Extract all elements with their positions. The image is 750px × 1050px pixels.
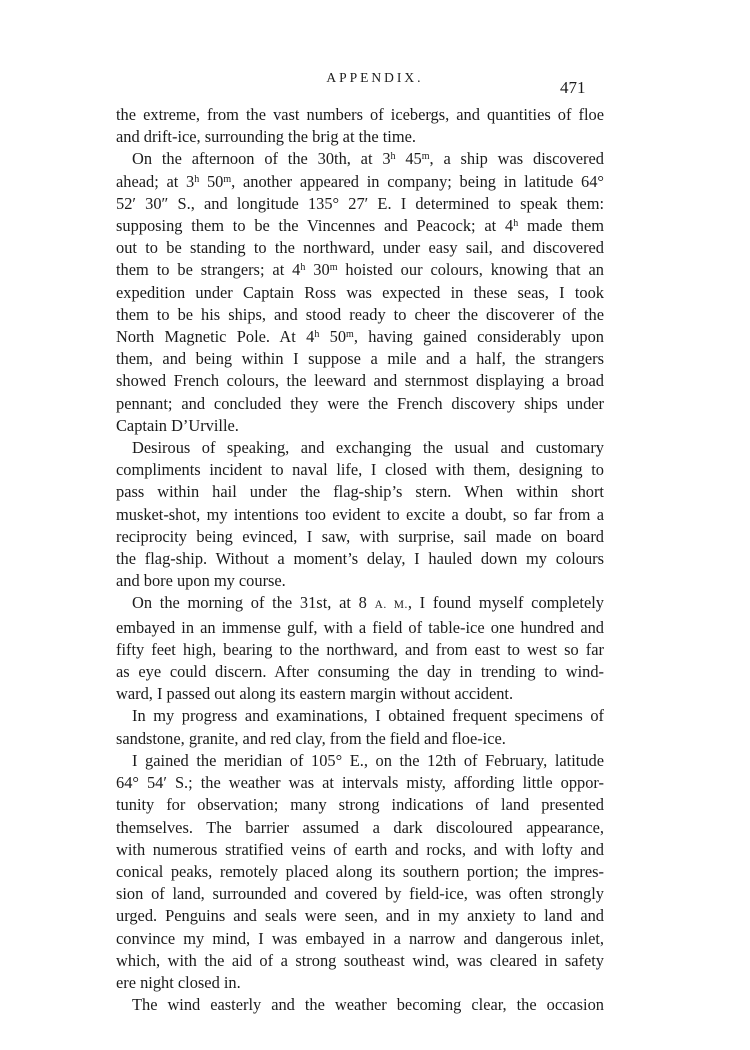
text-line: Captain D’Urville.	[116, 415, 239, 435]
text-line: embayed in an immense gulf, with a field of table-ice one hundred and	[116, 617, 604, 637]
text-line: the extreme, from the vast numbers of icebergs, and quantities of floe	[116, 105, 604, 124]
text-line: convince my mind, I was embayed in a narrow and dangerous inlet,	[116, 928, 604, 948]
text-line: and drift-ice, surrounding the brig at the time.	[116, 127, 416, 147]
text-line: conical peaks, remotely placed along its southern portion; the impres-	[116, 861, 604, 881]
body-text	[116, 104, 604, 1016]
text-line: the flag-ship. Without a moment’s delay, I hauled down my colours	[116, 549, 604, 569]
text-line: and bore upon my course.	[116, 571, 286, 591]
text-line: musket-shot, my intentions too evident to excite a doubt, so far from a	[116, 504, 604, 524]
text-line: pass within hail under the flag-ship’s stern. When within short	[116, 482, 604, 502]
text-line: them to be strangers; at 4$^h$ 30$^m$ hoisted our colours, knowing that an	[116, 260, 604, 280]
text-line: I gained the meridian of 105° E., on the 12th of February, latitude	[132, 750, 604, 770]
text-line: compliments incident to naval life, I closed with them, designing to	[116, 460, 604, 480]
text-line: supposing them to be the Vincennes and Peacock; at 4$^h$ made them	[116, 216, 604, 236]
paragraph-1	[116, 104, 604, 148]
paragraph-4	[116, 592, 604, 705]
text-line: them, and being within I suppose a mile and a half, the strangers	[116, 349, 604, 369]
text-line: ward, I passed out along its eastern margin without accident.	[116, 684, 514, 704]
paragraph-3	[116, 437, 604, 592]
paragraph-7	[116, 994, 604, 1016]
text-line: themselves. The barrier assumed a dark discoloured appearance,	[116, 817, 604, 837]
text-line: which, with the aid of a strong southeast wind, was cleared in safety	[116, 950, 604, 970]
page-number: 471	[560, 78, 586, 97]
paragraph-6	[116, 750, 604, 994]
text-line: sion of land, surrounded and covered by field-ice, was often strongly	[116, 884, 604, 904]
text-line: pennant; and concluded they were the French discovery ships under	[116, 393, 604, 413]
text-line: The wind easterly and the weather becoming clear, the occasion	[132, 995, 604, 1015]
text-line: fifty feet high, bearing to the northward, and from east to west so far	[116, 639, 604, 659]
text-line: In my progress and examinations, I obtained frequent specimens of	[132, 706, 604, 726]
text-line: On the morning of the 31st, at 8 A. M., I found myself completely	[132, 593, 605, 613]
text-line: Desirous of speaking, and exchanging the usual and customary	[132, 438, 604, 458]
text-line: reciprocity being evinced, I saw, with surprise, sail made on board	[116, 526, 604, 546]
text-line: ahead; at 3$^h$ 50$^m$, another appeared in company; being in latitude 64°	[116, 171, 604, 191]
text-line: 64° 54′ S.; the weather was at intervals misty, affording little oppor-	[116, 773, 604, 793]
text-line: urged. Penguins and seals were seen, and in my anxiety to land and	[116, 906, 604, 926]
running-head: APPENDIX.	[326, 70, 424, 85]
text-line: sandstone, granite, and red clay, from the field and floe-ice.	[116, 728, 506, 748]
text-line: 52′ 30″ S., and longitude 135° 27′ E. I determined to speak them:	[116, 193, 604, 213]
text-line: as eye could discern. After consuming the day in trending to wind-	[116, 662, 604, 682]
text-line: expedition under Captain Ross was expected in these seas, I took	[116, 282, 604, 302]
text-line: showed French colours, the leeward and sternmost displaying a broad	[116, 371, 604, 391]
paragraph-2	[116, 148, 604, 437]
text-line: with numerous stratified veins of earth and rocks, and with lofty and	[116, 839, 604, 859]
text-line: tunity for observation; many strong indications of land presented	[116, 795, 604, 815]
text-line: ere night closed in.	[116, 972, 241, 992]
text-line: On the afternoon of the 30th, at 3$^h$ 45$^m$, a ship was discovered	[132, 149, 604, 169]
text-line: North Magnetic Pole. At 4$^h$ 50$^m$, having gained considerably upon	[116, 327, 604, 347]
text-line: out to be standing to the northward, under easy sail, and discovered	[116, 238, 604, 258]
text-line: them to be his ships, and stood ready to cheer the discoverer of the	[116, 304, 604, 324]
paragraph-5	[116, 705, 604, 749]
